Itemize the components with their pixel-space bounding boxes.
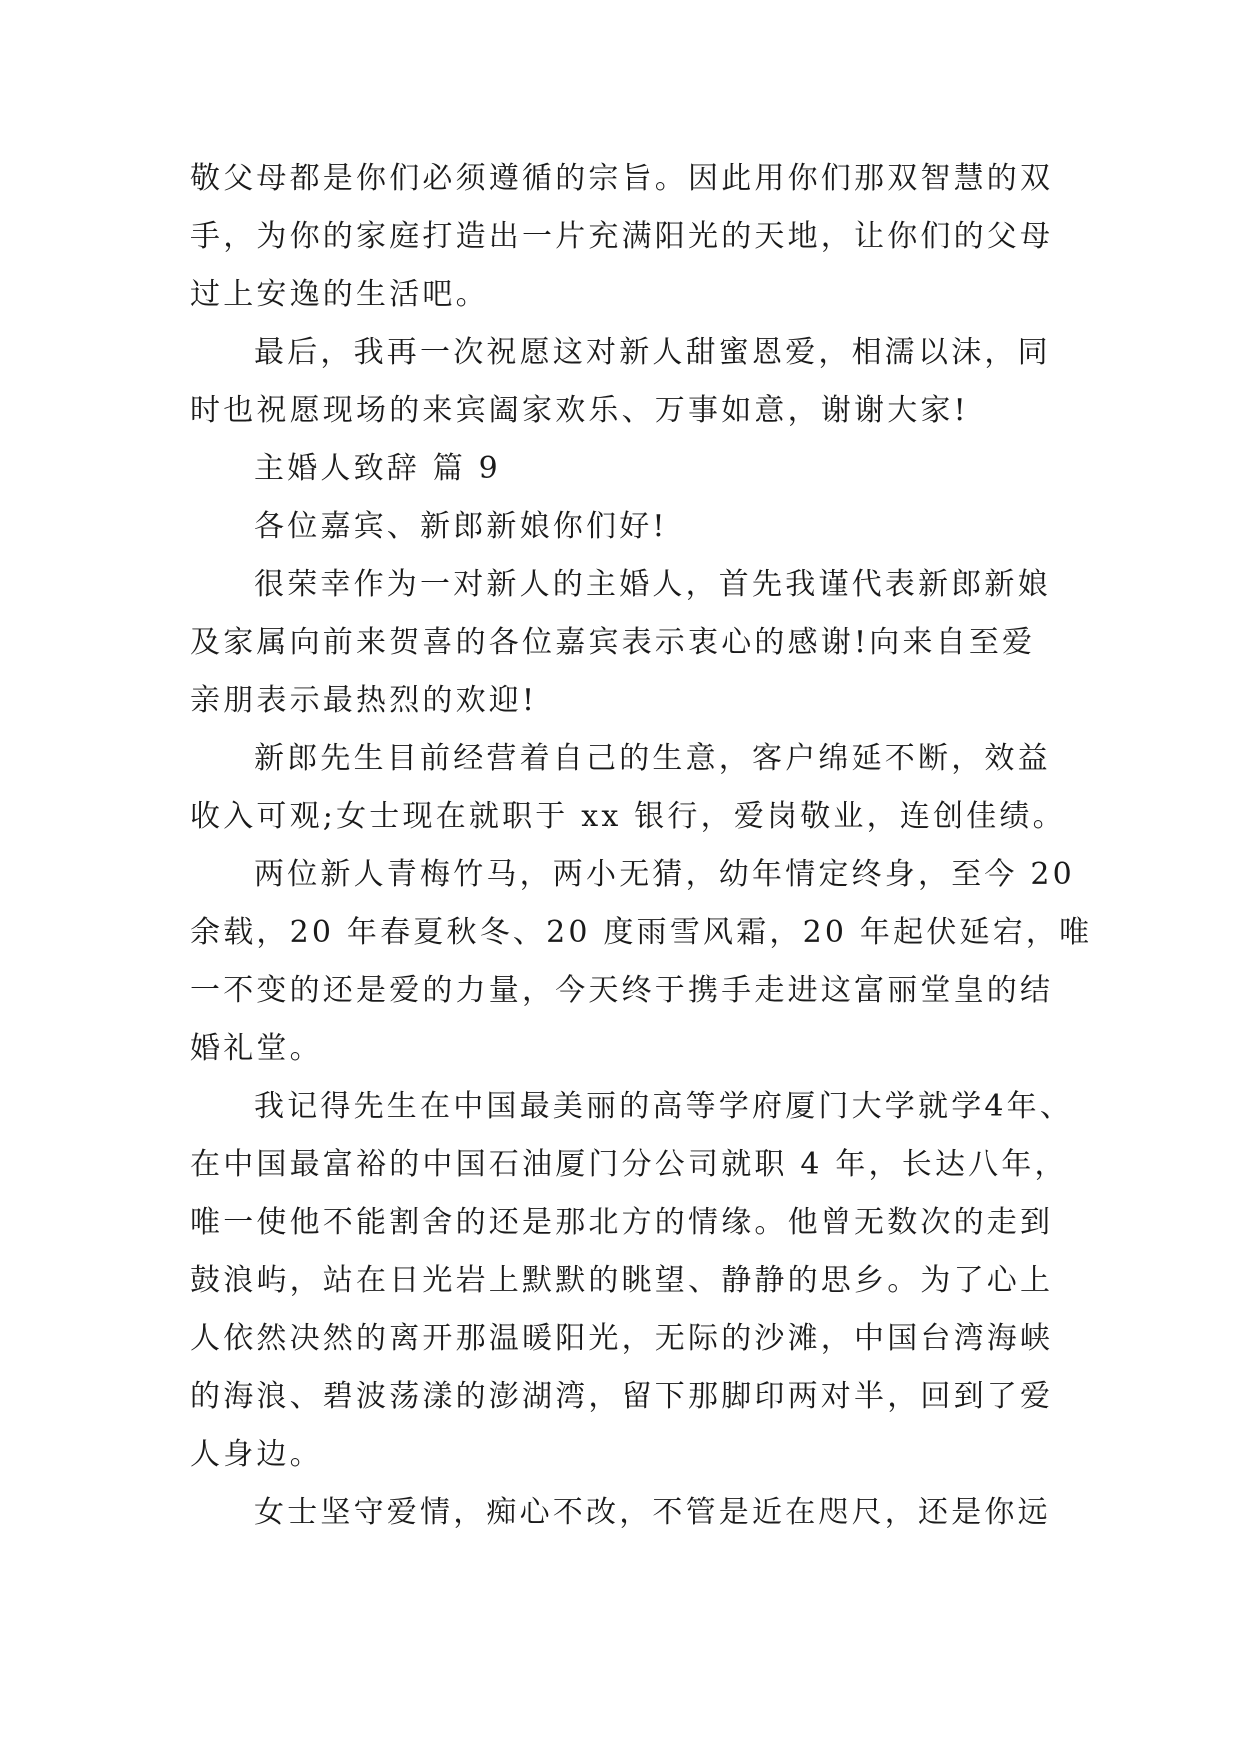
text-line: 婚礼堂。 — [190, 1031, 323, 1066]
text-line: 敬父母都是你们必须遵循的宗旨。因此用你们那双智慧的双 — [190, 161, 1054, 196]
text-line: 时也祝愿现场的来宾阖家欢乐、万事如意，谢谢大家! — [190, 393, 969, 428]
text-line: 亲朋表示最热烈的欢迎! — [190, 683, 538, 718]
text-line: 很荣幸作为一对新人的主婚人，首先我谨代表新郎新娘 — [254, 567, 1051, 602]
text-line: 人身边。 — [190, 1437, 323, 1472]
text-line: 过上安逸的生活吧。 — [190, 277, 489, 312]
text-line: 鼓浪屿，站在日光岩上默默的眺望、静静的思乡。为了心上 — [190, 1263, 1054, 1298]
text-line: 余载，20 年春夏秋冬、20 度雨雪风霜，20 年起伏延宕，唯 — [190, 915, 1093, 950]
text-line: 新郎先生目前经营着自己的生意，客户绵延不断，效益 — [254, 741, 1051, 776]
greeting-line: 各位嘉宾、新郎新娘你们好! — [254, 509, 668, 544]
text-line: 最后，我再一次祝愿这对新人甜蜜恩爱，相濡以沫，同 — [254, 335, 1051, 370]
text-line: 的海浪、碧波荡漾的澎湖湾，留下那脚印两对半，回到了爱 — [190, 1379, 1054, 1414]
text-line: 及家属向前来贺喜的各位嘉宾表示衷心的感谢!向来自至爱 — [190, 625, 1036, 660]
text-line: 唯一使他不能割舍的还是那北方的情缘。他曾无数次的走到 — [190, 1205, 1054, 1240]
text-line: 女士坚守爱情，痴心不改，不管是近在咫尺，还是你远 — [254, 1495, 1051, 1530]
text-line: 人依然决然的离开那温暖阳光，无际的沙滩，中国台湾海峡 — [190, 1321, 1054, 1356]
document-body — [190, 150, 1093, 1542]
text-line: 手，为你的家庭打造出一片充满阳光的天地，让你们的父母 — [190, 219, 1054, 254]
text-line: 收入可观;女士现在就职于 xx 银行，爱岗敬业，连创佳绩。 — [190, 799, 1066, 834]
section-heading: 主婚人致辞 篇 9 — [254, 451, 501, 486]
text-line: 我记得先生在中国最美丽的高等学府厦门大学就学4年、 — [254, 1089, 1074, 1124]
text-line: 在中国最富裕的中国石油厦门分公司就职 4 年，长达八年， — [190, 1147, 1068, 1182]
text-line: 两位新人青梅竹马，两小无猜，幼年情定终身，至今 20 — [254, 857, 1075, 892]
text-line: 一不变的还是爱的力量，今天终于携手走进这富丽堂皇的结 — [190, 973, 1054, 1008]
